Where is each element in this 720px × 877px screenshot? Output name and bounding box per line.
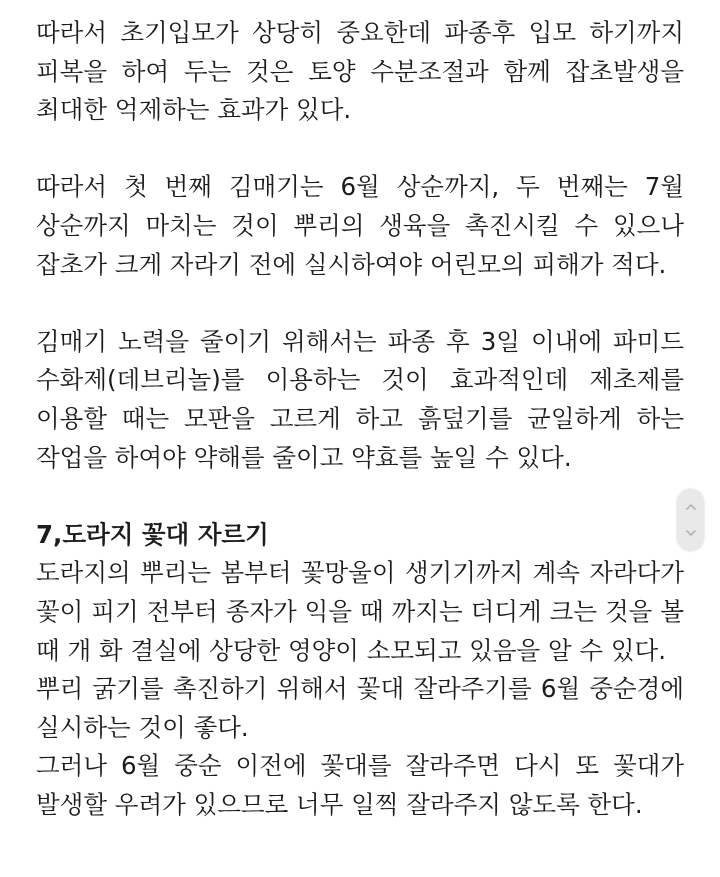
herbicide-paragraph: 김매기 노력을 줄이기 위해서는 파종 후 3일 이내에 파미드 수화제(데브리놀)를 이용하는 것이 효과적인데 제초제를 이용할 때는 모판을 고르게 하고 흙덮기를 균일하게 하는 작업을 하여야 약해를 줄이고 약효를 높일 수 있다. [36,326,684,472]
scroll-widget[interactable] [677,489,704,551]
section-line: 도라지의 뿌리는 봄부터 꽃망울이 생기기까지 계속 자라다가 꽃이 피기 전부터 종자가 익을 때 까지는 더디게 크는 것을 볼 때 개 화 결실에 상당한 영양이 소모되고 있음을 알 수 있다. [36,558,684,665]
article-body [36,14,684,824]
section-line: 뿌리 굵기를 촉진하기 위해서 꽃대 잘라주기를 6월 중순경에 실시하는 것이 좋다. [36,674,684,742]
section-line: 그러나 6월 중순 이전에 꽃대를 잘라주면 다시 또 꽃대가 발생할 우려가 있으므로 너무 일찍 잘라주지 않도록 한다. [36,751,684,819]
chevron-up-icon[interactable] [684,500,698,514]
section-title: 7,도라지 꽃대 자르기 [36,519,269,549]
chevron-down-icon[interactable] [684,526,698,540]
intro-paragraph: 따라서 초기입모가 상당히 중요한데 파종후 입모 하기까지 피복을 하여 두는 것은 토양 수분조절과 함께 잡초발생을 최대한 억제하는 효과가 있다. [36,18,684,125]
weeding-paragraph: 따라서 첫 번째 김매기는 6월 상순까지, 두 번째는 7월 상순까지 마치는 것이 뿌리의 생육을 촉진시킬 수 있으나 잡초가 크게 자라기 전에 실시하여야 어린모의 피해가 적다. [36,172,684,279]
